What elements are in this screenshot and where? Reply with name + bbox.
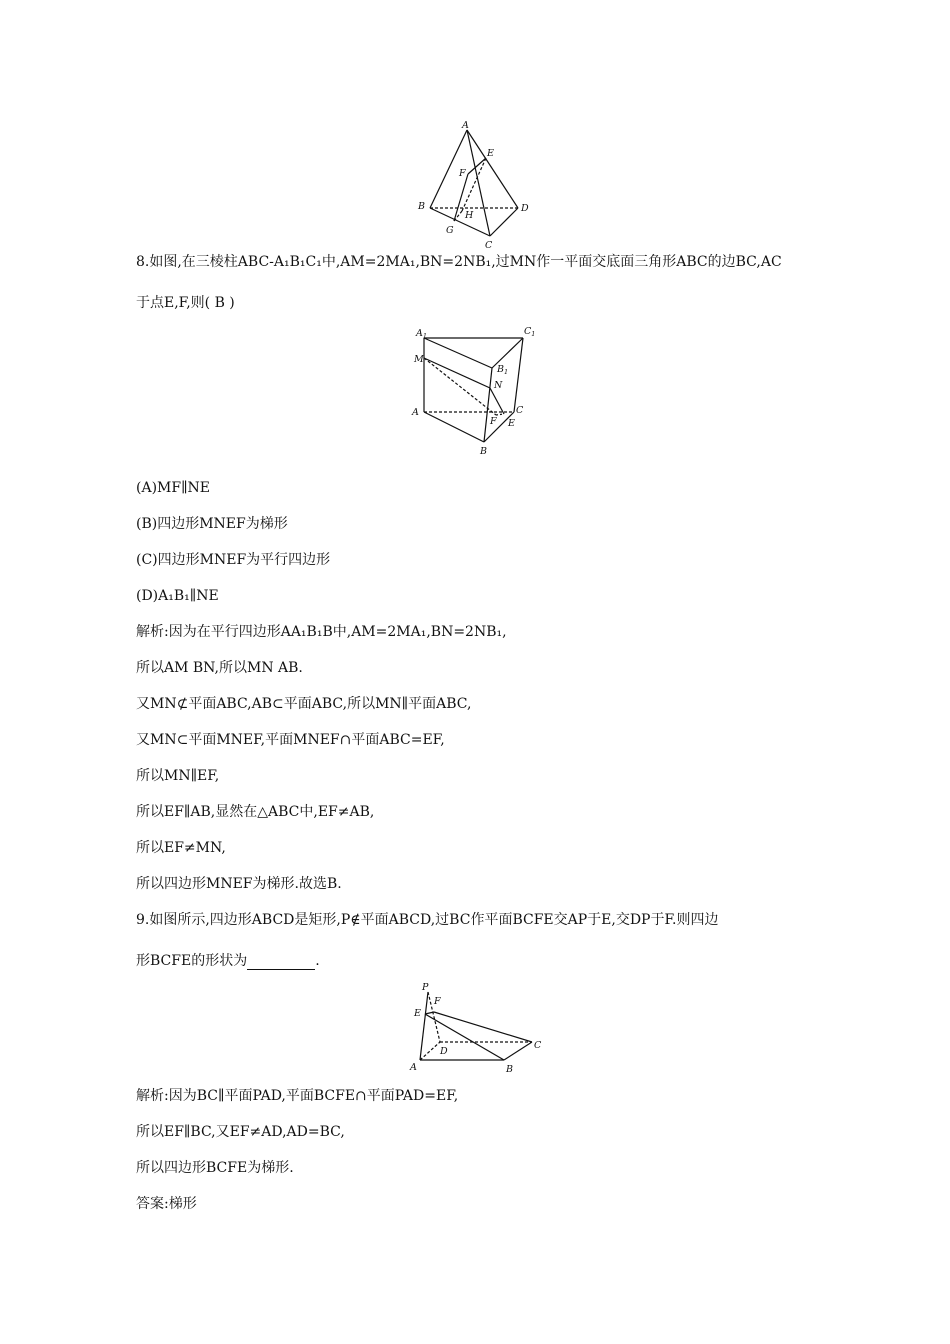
answer-blank [247, 955, 315, 970]
label-H: H [465, 210, 474, 221]
q8-solution-line: 又MN⊄平面ABC,AB⊂平面ABC,所以MN∥平面ABC, [136, 696, 472, 712]
q8-solution-line: 所以EF∥AB,显然在△ABC中,EF≠AB, [136, 804, 375, 820]
label-C: C [485, 240, 493, 251]
q9-solution-line: 所以四边形BCFE为梯形. [136, 1160, 294, 1176]
pyramid-figure [404, 980, 550, 1076]
q9-stem-line1: 9.如图所示,四边形ABCD是矩形,P∉平面ABCD,过BC作平面BCFE交AP于E,交DP于F.则四边 [136, 912, 719, 928]
q9-stem-prefix: 形BCFE的形状为 [136, 953, 248, 969]
label-N: N [494, 380, 503, 391]
q9-stem-line2 [136, 952, 320, 970]
q9-solution-line: 所以EF∥BC,又EF≠AD,AD=BC, [136, 1124, 345, 1140]
tetrahedron-figure [410, 118, 540, 252]
label-F: F [490, 416, 497, 427]
q8-option-b: (B)四边形MNEF为梯形 [136, 516, 288, 532]
q8-stem-line1: 8.如图,在三棱柱ABC-A₁B₁C₁中,AM=2MA₁,BN=2NB₁,过MN作一平面交底面三角形ABC的边BC,AC [136, 254, 782, 270]
label-F: F [459, 168, 466, 179]
label-E: E [414, 1008, 421, 1019]
q8-solution-line: 所以EF≠MN, [136, 840, 226, 856]
q8-solution-line: 解析:因为在平行四边形AA₁B₁B中,AM=2MA₁,BN=2NB₁, [136, 624, 507, 640]
label-D: D [521, 203, 529, 214]
label-B: B [418, 201, 425, 212]
label-E: E [508, 418, 515, 429]
label-A: A [410, 1062, 417, 1073]
label-B1: $B_1$ [497, 364, 509, 376]
label-E: E [487, 148, 494, 159]
q9-answer: 答案:梯形 [136, 1196, 197, 1212]
label-M: M [414, 354, 424, 365]
q8-solution-line: 又MN⊂平面MNEF,平面MNEF∩平面ABC=EF, [136, 732, 445, 748]
q9-solution-line: 解析:因为BC∥平面PAD,平面BCFE∩平面PAD=EF, [136, 1088, 459, 1104]
label-C: C [534, 1040, 542, 1051]
prism-figure [408, 320, 544, 460]
label-P: P [422, 982, 429, 993]
label-F: F [434, 996, 441, 1007]
label-C: C [516, 405, 524, 416]
q8-option-a: (A)MF∥NE [136, 480, 211, 496]
label-B: B [480, 446, 487, 457]
label-A: A [462, 120, 469, 131]
label-B: B [506, 1064, 513, 1075]
q8-solution-line: 所以AM BN,所以MN AB. [136, 660, 303, 676]
label-A: A [412, 407, 419, 418]
q8-stem-line2: 于点E,F,则( B ) [136, 295, 235, 311]
q8-solution-line: 所以四边形MNEF为梯形.故选B. [136, 876, 342, 892]
label-C1: $C_1$ [524, 326, 536, 338]
q8-solution-line: 所以MN∥EF, [136, 768, 220, 784]
q8-option-c: (C)四边形MNEF为平行四边形 [136, 552, 331, 568]
label-A1: $A_1$ [416, 328, 428, 340]
label-G: G [446, 225, 454, 236]
q8-option-d: (D)A₁B₁∥NE [136, 588, 219, 604]
q9-stem-suffix: . [315, 953, 320, 969]
label-D: D [440, 1046, 448, 1057]
